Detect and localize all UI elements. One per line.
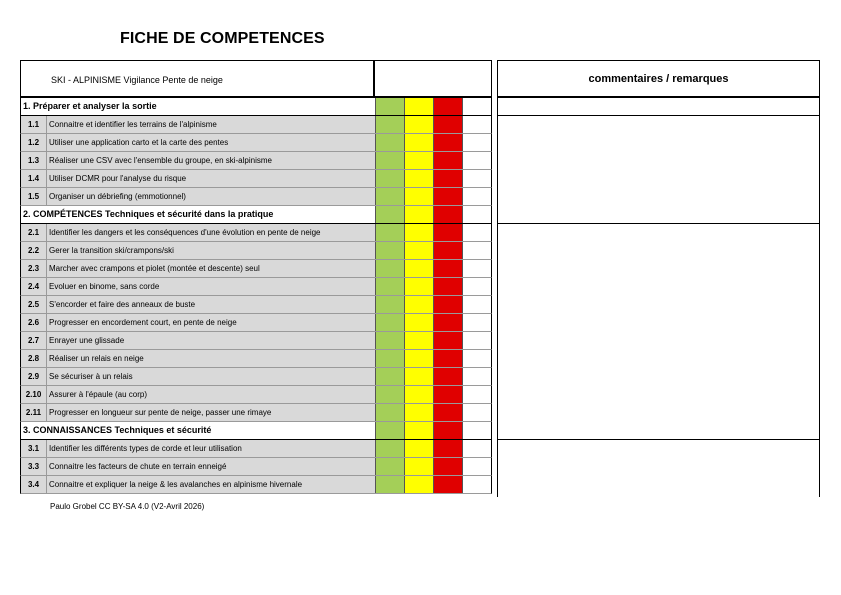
- competence-label: Identifier les dangers et les conséquences d'une évolution en pente de neige: [47, 224, 375, 241]
- competence-row: [20, 260, 492, 278]
- rating-red-cell[interactable]: [433, 368, 462, 385]
- rating-red-cell[interactable]: [433, 332, 462, 349]
- rating-green-cell[interactable]: [375, 368, 404, 385]
- rating-extra-cell: [462, 404, 491, 421]
- rating-red-cell[interactable]: [433, 404, 462, 421]
- rating-extra-cell: [462, 440, 491, 457]
- competence-row: [20, 296, 492, 314]
- rating-yellow-cell[interactable]: [404, 440, 433, 457]
- competence-number: 1.3: [21, 152, 47, 169]
- competence-label: Progresser en longueur sur pente de neige, passer une rimaye: [47, 404, 375, 421]
- rating-green-cell[interactable]: [375, 278, 404, 295]
- competence-row: [20, 134, 492, 152]
- competence-number: 2.1: [21, 224, 47, 241]
- rating-green-cell[interactable]: [375, 296, 404, 313]
- competence-number: 2.10: [21, 386, 47, 403]
- rating-red-cell[interactable]: [433, 314, 462, 331]
- section-header: [20, 206, 492, 224]
- rating-red-cell[interactable]: [433, 422, 462, 439]
- activity-label: SKI - ALPINISME Vigilance Pente de neige: [21, 61, 375, 96]
- rating-green-cell[interactable]: [375, 404, 404, 421]
- rating-yellow-cell[interactable]: [404, 404, 433, 421]
- rating-red-cell[interactable]: [433, 278, 462, 295]
- rating-extra-cell: [462, 134, 491, 151]
- competence-row: [20, 170, 492, 188]
- rating-extra-cell: [462, 314, 491, 331]
- rating-red-cell[interactable]: [433, 206, 462, 223]
- rating-extra-cell: [462, 458, 491, 475]
- rating-red-cell[interactable]: [433, 260, 462, 277]
- rating-red-cell[interactable]: [433, 188, 462, 205]
- rating-yellow-cell[interactable]: [404, 278, 433, 295]
- rating-yellow-cell[interactable]: [404, 368, 433, 385]
- rating-yellow-cell[interactable]: [404, 134, 433, 151]
- rating-red-cell[interactable]: [433, 386, 462, 403]
- rating-yellow-cell[interactable]: [404, 350, 433, 367]
- competence-number: 3.3: [21, 458, 47, 475]
- rating-green-cell[interactable]: [375, 116, 404, 133]
- competence-row: [20, 188, 492, 206]
- rating-red-cell[interactable]: [433, 134, 462, 151]
- rating-green-cell[interactable]: [375, 458, 404, 475]
- comments-divider: [498, 439, 819, 440]
- competence-number: 1.5: [21, 188, 47, 205]
- competence-label: Evoluer en binome, sans corde: [47, 278, 375, 295]
- rating-red-cell[interactable]: [433, 98, 462, 115]
- section-title: 2. COMPÉTENCES Techniques et sécurité dans la pratique: [23, 209, 274, 219]
- rating-extra-cell: [462, 260, 491, 277]
- competence-label: S'encorder et faire des anneaux de buste: [47, 296, 375, 313]
- section-title: 1. Préparer et analyser la sortie: [23, 101, 157, 111]
- rating-yellow-cell[interactable]: [404, 476, 433, 493]
- rating-extra-cell: [462, 206, 491, 223]
- competence-row: [20, 224, 492, 242]
- competence-row: [20, 368, 492, 386]
- competence-row: [20, 278, 492, 296]
- comments-divider: [498, 115, 819, 116]
- section-title: 3. CONNAISSANCES Techniques et sécurité: [23, 425, 212, 435]
- rating-green-cell[interactable]: [375, 314, 404, 331]
- rating-green-cell[interactable]: [375, 170, 404, 187]
- rating-red-cell[interactable]: [433, 152, 462, 169]
- rating-green-cell[interactable]: [375, 242, 404, 259]
- competence-label: Utiliser une application carto et la carte des pentes: [47, 134, 375, 151]
- rating-green-cell[interactable]: [375, 224, 404, 241]
- competence-number: 2.7: [21, 332, 47, 349]
- competence-label: Connaitre et expliquer la neige & les avalanches en alpinisme hivernale: [47, 476, 375, 493]
- rating-extra-cell: [462, 152, 491, 169]
- competence-number: 1.4: [21, 170, 47, 187]
- page-title: FICHE DE COMPETENCES: [120, 30, 325, 47]
- competence-label: Gerer la transition ski/crampons/ski: [47, 242, 375, 259]
- rating-green-cell[interactable]: [375, 350, 404, 367]
- rating-red-cell[interactable]: [433, 440, 462, 457]
- rating-yellow-cell[interactable]: [404, 332, 433, 349]
- rating-yellow-cell[interactable]: [404, 152, 433, 169]
- competence-row: [20, 350, 492, 368]
- competence-number: 3.1: [21, 440, 47, 457]
- rating-extra-cell: [462, 242, 491, 259]
- competence-number: 2.6: [21, 314, 47, 331]
- comments-area[interactable]: [497, 98, 820, 497]
- section-header: [20, 98, 492, 116]
- rating-extra-cell: [462, 386, 491, 403]
- rating-extra-cell: [462, 332, 491, 349]
- competence-label: Progresser en encordement court, en pente de neige: [47, 314, 375, 331]
- rating-green-cell[interactable]: [375, 152, 404, 169]
- competence-label: Se sécuriser à un relais: [47, 368, 375, 385]
- competence-number: 2.11: [21, 404, 47, 421]
- rating-red-cell[interactable]: [433, 224, 462, 241]
- competence-number: 2.4: [21, 278, 47, 295]
- competence-label: Marcher avec crampons et piolet (montée et descente) seul: [47, 260, 375, 277]
- competence-label: Enrayer une glissade: [47, 332, 375, 349]
- rating-green-cell[interactable]: [375, 188, 404, 205]
- competence-row: [20, 458, 492, 476]
- competence-row: [20, 386, 492, 404]
- rating-red-cell[interactable]: [433, 296, 462, 313]
- section-header: [20, 422, 492, 440]
- rating-red-cell[interactable]: [433, 476, 462, 493]
- rating-yellow-cell[interactable]: [404, 296, 433, 313]
- competence-label: Connaitre et identifier les terrains de l'alpinisme: [47, 116, 375, 133]
- competence-number: 1.1: [21, 116, 47, 133]
- competence-row: [20, 440, 492, 458]
- rating-green-cell[interactable]: [375, 134, 404, 151]
- rating-extra-cell: [462, 368, 491, 385]
- rating-yellow-cell[interactable]: [404, 458, 433, 475]
- competence-label: Identifier les différents types de corde et leur utilisation: [47, 440, 375, 457]
- rating-yellow-cell[interactable]: [404, 224, 433, 241]
- rating-green-cell[interactable]: [375, 476, 404, 493]
- competence-number: 1.2: [21, 134, 47, 151]
- rating-yellow-cell[interactable]: [404, 116, 433, 133]
- rating-green-cell[interactable]: [375, 386, 404, 403]
- rating-green-cell[interactable]: [375, 260, 404, 277]
- rating-extra-cell: [462, 350, 491, 367]
- competence-label: Connaitre les facteurs de chute en terrain enneigé: [47, 458, 375, 475]
- table-header: [20, 60, 492, 98]
- rating-extra-cell: [462, 278, 491, 295]
- competence-number: 2.3: [21, 260, 47, 277]
- footer-license: Paulo Grobel CC BY-SA 4.0 (V2-Avril 2026): [50, 502, 205, 511]
- rating-extra-cell: [462, 170, 491, 187]
- rating-extra-cell: [462, 224, 491, 241]
- rating-extra-cell: [462, 476, 491, 493]
- rating-header: [375, 61, 491, 96]
- competence-label: Organiser un débriefing (emmotionnel): [47, 188, 375, 205]
- competence-table: [20, 60, 492, 494]
- rating-extra-cell: [462, 98, 491, 115]
- rating-red-cell[interactable]: [433, 458, 462, 475]
- competence-row: [20, 314, 492, 332]
- table-body: [20, 98, 492, 494]
- rating-green-cell[interactable]: [375, 440, 404, 457]
- rating-yellow-cell[interactable]: [404, 260, 433, 277]
- competence-number: 2.2: [21, 242, 47, 259]
- rating-yellow-cell[interactable]: [404, 206, 433, 223]
- comments-divider: [498, 223, 819, 224]
- rating-yellow-cell[interactable]: [404, 314, 433, 331]
- rating-yellow-cell[interactable]: [404, 188, 433, 205]
- competence-number: 2.5: [21, 296, 47, 313]
- competence-row: [20, 332, 492, 350]
- rating-yellow-cell[interactable]: [404, 386, 433, 403]
- rating-red-cell[interactable]: [433, 116, 462, 133]
- rating-red-cell[interactable]: [433, 242, 462, 259]
- rating-green-cell[interactable]: [375, 206, 404, 223]
- competence-label: Assurer à l'épaule (au corp): [47, 386, 375, 403]
- rating-extra-cell: [462, 422, 491, 439]
- competence-row: [20, 152, 492, 170]
- rating-red-cell[interactable]: [433, 350, 462, 367]
- rating-red-cell[interactable]: [433, 170, 462, 187]
- rating-extra-cell: [462, 188, 491, 205]
- comments-panel: [497, 60, 820, 497]
- competence-label: Réaliser une CSV avec l'ensemble du groupe, en ski-alpinisme: [47, 152, 375, 169]
- competence-label: Réaliser un relais en neige: [47, 350, 375, 367]
- competence-label: Utiliser DCMR pour l'analyse du risque: [47, 170, 375, 187]
- rating-green-cell[interactable]: [375, 422, 404, 439]
- competence-number: 2.8: [21, 350, 47, 367]
- competence-number: 3.4: [21, 476, 47, 493]
- competence-row: [20, 242, 492, 260]
- competence-row: [20, 116, 492, 134]
- rating-yellow-cell[interactable]: [404, 170, 433, 187]
- rating-extra-cell: [462, 116, 491, 133]
- rating-yellow-cell[interactable]: [404, 242, 433, 259]
- rating-yellow-cell[interactable]: [404, 98, 433, 115]
- competence-row: [20, 476, 492, 494]
- rating-green-cell[interactable]: [375, 332, 404, 349]
- competence-row: [20, 404, 492, 422]
- competence-number: 2.9: [21, 368, 47, 385]
- rating-yellow-cell[interactable]: [404, 422, 433, 439]
- rating-extra-cell: [462, 296, 491, 313]
- comments-header: commentaires / remarques: [497, 60, 820, 98]
- rating-green-cell[interactable]: [375, 98, 404, 115]
